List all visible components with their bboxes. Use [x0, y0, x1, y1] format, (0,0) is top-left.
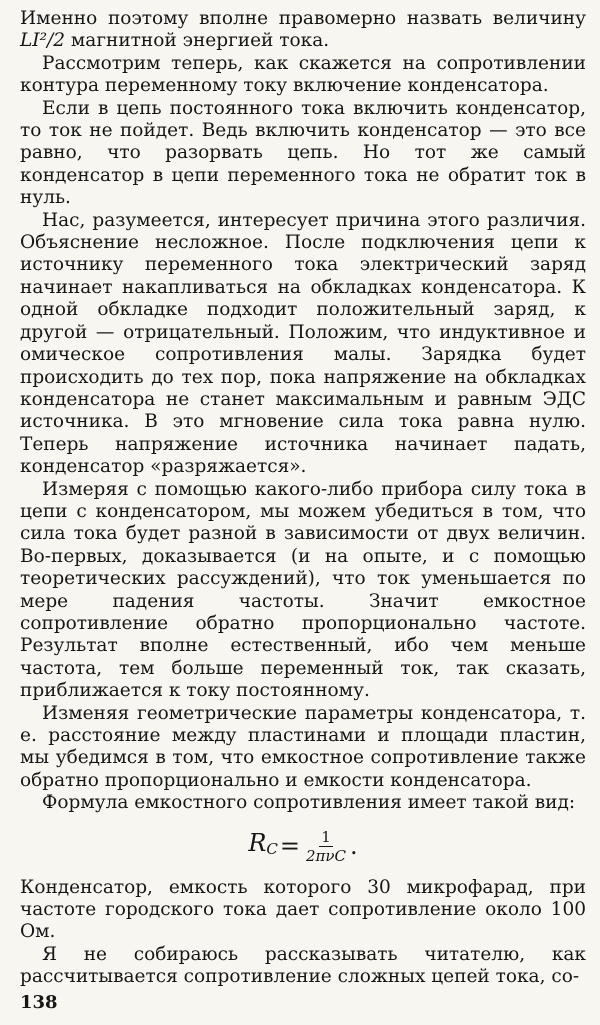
page-number: 138	[20, 992, 58, 1013]
formula-period: .	[350, 832, 358, 861]
formula-numerator: 1	[321, 827, 331, 846]
paragraph-1	[20, 8, 586, 53]
formula-lhs	[248, 829, 278, 860]
paragraph-4: Нас, разумеется, интересует причина этого различия. Объяснение несложное. После подключения цепи к источнику переменного тока электрический заряд начинает накапливаться на обкладках конденсатора. К одной обкладке подходит положительный заряд, к другой — отрицательный. Положим, что индуктивное и омическое сопротивления малы. Зарядка будет происходить до тех пор, пока напряжение на обкладках конденсатора не станет максимальным и равным ЭДС источника. В это мгновение сила тока равна нулю. Теперь напряжение источника начинает падать, конденсатор «разряжается».	[20, 209, 586, 478]
paragraph-8: Конденсатор, емкость которого 30 микрофарад, при частоте городского тока дает сопротивление около 100 Ом.	[20, 876, 586, 943]
paragraph-7: Формула емкостного сопротивления имеет такой вид:	[42, 792, 576, 814]
formula-lhs-subscript: C	[266, 840, 278, 859]
paragraph-1-end: магнитной энергией тока.	[70, 30, 330, 52]
paragraph-9: Я не собираюсь рассказывать читателю, как рассчитывается сопротивление сложных цепей тока, со-	[20, 943, 586, 988]
paragraph-3: Если в цепь постоянного тока включить конденсатор, то ток не пойдет. Ведь включить конденсатор — это все равно, что разорвать цепь. Но тот же самый конденсатор в цепи переменного тока не обратит ток в нуль.	[20, 97, 586, 209]
paragraph-2: Рассмотрим теперь, как скажется на сопротивлении контура переменному току включение конденсатора.	[20, 52, 586, 97]
paragraph-5: Измеряя с помощью какого-либо прибора силу тока в цепи с конденсатором, мы можем убедиться в том, что сила тока будет разной в зависимости от двух величин. Во-первых, доказывается (и на опыте, и с помощью теоретических рассуждений), что ток уменьшается по мере падения частоты. Значит емкостное сопротивление обратно пропорционально частоте. Результат вполне естественный, ибо чем меньше частота, тем больше переменный ток, так сказать, приближается к току постоянному.	[20, 478, 586, 702]
formula-lhs-symbol: R	[248, 829, 267, 858]
capacitive-reactance-formula	[20, 819, 586, 875]
formula-fraction	[304, 829, 348, 865]
formula-equals-sign: =	[279, 832, 301, 861]
page-body-text	[20, 8, 586, 989]
inline-formula-magnetic-energy: LI²/2	[20, 30, 66, 52]
paragraph-6: Изменяя геометрические параметры конденсатора, т. е. расстояние между пластинами и площади пластин, мы убедимся в том, что емкостное сопротивление также обратно пропорционально и емкости конденсатора.	[20, 702, 586, 791]
paragraph-1-start: Именно поэтому вполне правомерно назвать величину	[20, 8, 586, 29]
formula-denominator: 2πνC	[306, 846, 347, 865]
